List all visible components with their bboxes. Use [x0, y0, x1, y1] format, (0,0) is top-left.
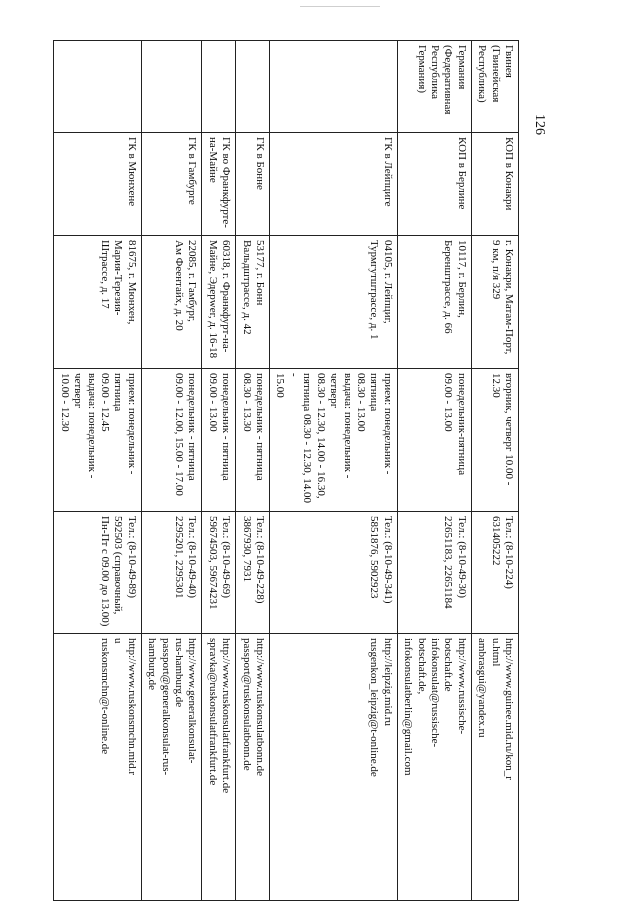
phone-cell: [236, 512, 270, 634]
cell-line: Тел.: (8-10-49-341): [381, 516, 394, 604]
cell-line: (Гвинейская: [489, 45, 502, 103]
country-cell: [471, 41, 518, 133]
cell-line: 631405222: [489, 516, 502, 566]
table-row: [471, 41, 518, 901]
phone-cell: [202, 512, 236, 634]
cell-line: Турмгутштрассе, д. 1: [368, 240, 381, 340]
office-cell: [202, 133, 236, 236]
cell-line: 592503 (справочный,: [112, 516, 125, 615]
phone-cell: [397, 512, 471, 634]
cell-line: на-Майне: [206, 137, 219, 183]
phone-cell: [270, 512, 398, 634]
cell-line: выдача: понедельник - четверг: [72, 373, 98, 479]
table-row: [270, 41, 398, 901]
cell-line: u.html: [489, 638, 502, 667]
table-row: [54, 41, 141, 901]
cell-line: Тел.: (8-10-49-228): [254, 516, 267, 604]
web-cell: [236, 634, 270, 901]
cell-line: ГК во Франкфурте-: [220, 137, 233, 228]
office-cell: [270, 133, 398, 236]
hours-cell: [54, 369, 141, 512]
cell-line: 09.00 - 12.00, 15.00 - 17.00: [173, 373, 186, 496]
cell-line: passport@ruskonsulatbonn.de: [240, 638, 253, 771]
cell-line: Тел.: (8-10-49-69): [220, 516, 233, 599]
cell-line: ГК в Мюнхене: [125, 137, 138, 207]
address-cell: [236, 236, 270, 369]
cell-line: 22085, г. Гамбург,: [186, 240, 199, 322]
cell-line: пятница 08.30 - 12.30, 14.00 -: [287, 373, 314, 503]
cell-line: http://www.guinee.mid.ru/kon_r: [503, 638, 515, 780]
table-row: [236, 41, 270, 901]
address-cell: [54, 236, 141, 369]
cell-line: понедельник - пятница: [186, 373, 199, 481]
cell-line: 60318, г. Франкфурт-на-: [220, 240, 233, 353]
phone-cell: [54, 512, 141, 634]
office-cell: [141, 133, 202, 236]
cell-line: 3867930, 7931: [240, 516, 253, 582]
table-row: [141, 41, 202, 901]
cell-line: 15.00: [274, 373, 287, 398]
table-row: [202, 41, 236, 901]
cell-line: вторник, четверг 10.00 - 12.30: [489, 373, 515, 486]
cell-line: КОП в Берлине: [455, 137, 468, 210]
cell-line: выдача: понедельник - четверг: [328, 373, 354, 479]
cell-line: http://www.generalkonsulat-: [186, 638, 199, 764]
cell-line: г. Конакри, Матам-Порт,: [503, 240, 515, 355]
cell-line: ruskonsmchn@t-online.de: [99, 638, 112, 755]
cell-line: 9 км, п/я 329: [489, 240, 502, 300]
cell-line: infokonsulatberlin@gmail.com: [402, 638, 415, 776]
country-cell: [236, 41, 270, 133]
cell-line: понедельник-пятница: [455, 373, 468, 476]
cell-line: passport@generalkonsulat-rus-: [159, 638, 172, 776]
cell-line: 59674503, 59674231: [206, 516, 219, 610]
cell-line: Тел.: (8-10-224): [503, 516, 515, 589]
phone-cell: [141, 512, 202, 634]
cell-line: infokonsulat@russische-: [428, 638, 441, 748]
cell-line: Гвинея: [503, 45, 515, 78]
page-number: 126: [532, 114, 547, 135]
address-cell: [270, 236, 398, 369]
cell-line: ГК в Гамбурге: [186, 137, 199, 205]
hours-cell: [202, 369, 236, 512]
cell-line: Тел.: (8-10-49-30): [455, 516, 468, 599]
cell-line: 5851876, 5902923: [368, 516, 381, 599]
cell-line: botschaft.de: [442, 638, 455, 692]
cell-line: 09.00 - 13.00: [206, 373, 219, 432]
cell-line: понедельник - пятница: [254, 373, 267, 481]
office-cell: [54, 133, 141, 236]
cell-line: 10117, г. Берлин,: [455, 240, 468, 318]
cell-line: (Федеративная: [442, 45, 455, 115]
cell-line: Тел.: (8-10-49-40): [186, 516, 199, 599]
table-body: [54, 41, 519, 901]
cell-line: прием: понедельник - пятница: [112, 373, 138, 475]
web-cell: [397, 634, 471, 901]
cell-line: Вальдштрассе, д. 42: [240, 240, 253, 335]
cell-line: http://www.ruskonsmchn.mid.r: [125, 638, 138, 776]
office-cell: [471, 133, 518, 236]
cell-line: 22651183, 22651184: [442, 516, 455, 609]
cell-line: botschaft.de,: [415, 638, 428, 695]
cell-line: Республика): [476, 45, 489, 103]
cell-line: КОП в Конакри: [503, 137, 515, 211]
cell-line: 53177, г. Бонн: [254, 240, 267, 306]
cell-line: rusgenkon_leipzig@t-online.de: [368, 638, 381, 777]
cell-line: http://leipzig.mid.ru: [381, 638, 394, 726]
cell-line: понедельник - пятница: [220, 373, 233, 481]
hours-cell: [236, 369, 270, 512]
cell-line: 09.00 - 12.45: [99, 373, 112, 432]
office-cell: [397, 133, 471, 236]
office-cell: [236, 133, 270, 236]
address-cell: [471, 236, 518, 369]
cell-line: Ам Феентайх, д. 20: [173, 240, 186, 331]
cell-line: http://www.ruskonsulatfrankfurt.de: [220, 638, 233, 794]
cell-line: Германия: [455, 45, 468, 90]
consulate-table: [53, 40, 519, 901]
web-cell: [54, 634, 141, 901]
cell-line: Республика: [428, 45, 441, 100]
cell-line: 08.30 - 13.30: [240, 373, 253, 432]
cell-line: 10.00 - 12.30: [58, 373, 71, 432]
cell-line: 08.30 - 13.00: [354, 373, 367, 432]
web-cell: [202, 634, 236, 901]
web-cell: [471, 634, 518, 901]
cell-line: ambrasgui@yandex.ru: [476, 638, 489, 738]
cell-line: http://www.ruskonsulatbonn.de: [254, 638, 267, 776]
cell-line: 08.30 - 12.30, 14.00 - 16.30,: [314, 373, 327, 499]
cell-line: Германия): [415, 45, 428, 94]
hours-cell: [270, 369, 398, 512]
phone-cell: [471, 512, 518, 634]
cell-line: spravka@ruskonsulatfrankfurt.de: [206, 638, 219, 786]
cell-line: 2295201, 2295301: [173, 516, 186, 599]
cell-line: u: [112, 638, 125, 644]
table-row: [397, 41, 471, 901]
cell-line: 04105, г. Лейпциг,: [381, 240, 394, 324]
country-cell: [202, 41, 236, 133]
cell-line: Штрассе, д. 17: [99, 240, 112, 309]
cell-line: 81675, г. Мюнхен,: [125, 240, 138, 325]
hours-cell: [141, 369, 202, 512]
cell-line: Мария-Терезия-: [112, 240, 125, 316]
country-cell: [54, 41, 141, 133]
address-cell: [397, 236, 471, 369]
cell-line: Пн-Пт с 09.00 до 13.00): [99, 516, 112, 627]
country-cell: [270, 41, 398, 133]
country-cell: [397, 41, 471, 133]
cell-line: Беренштрассе, д. 66: [442, 240, 455, 334]
hours-cell: [471, 369, 518, 512]
cell-line: 09.00 - 13.00: [442, 373, 455, 432]
cell-line: прием: понедельник - пятница: [368, 373, 394, 475]
hours-cell: [397, 369, 471, 512]
cell-line: http://www.russische-: [455, 638, 468, 735]
address-cell: [202, 236, 236, 369]
web-cell: [270, 634, 398, 901]
cell-line: hamburg.de: [146, 638, 159, 691]
cell-line: Майне, Эдерweг, д. 16-18: [206, 240, 219, 359]
cell-line: ГК в Лейпциге: [381, 137, 394, 207]
cell-line: rus-hamburg.de: [173, 638, 186, 708]
address-cell: [141, 236, 202, 369]
web-cell: [141, 634, 202, 901]
consulate-table-wrapper: [53, 40, 519, 900]
cell-line: ГК в Бонне: [254, 137, 267, 190]
page-top-rule: [300, 6, 380, 7]
cell-line: Тел.: (8-10-49-89): [125, 516, 138, 599]
country-cell: [141, 41, 202, 133]
